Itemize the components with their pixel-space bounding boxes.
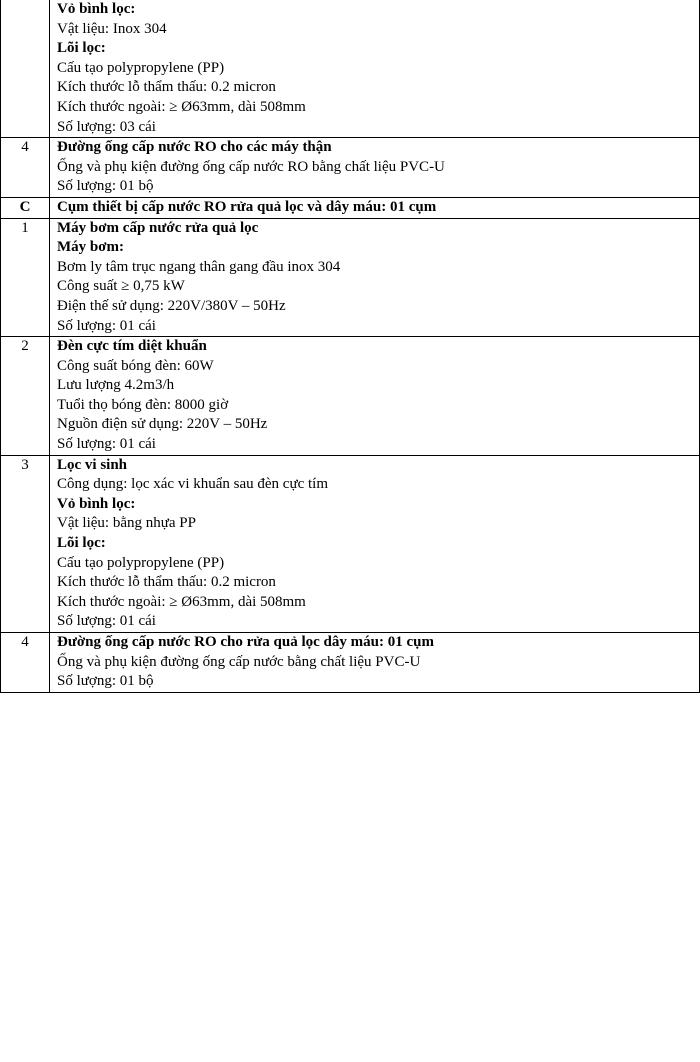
item-description-cell <box>50 218 700 337</box>
item-spec-line: Lưu lượng 4.2m3/h <box>57 377 175 394</box>
item-spec-line: Tuổi thọ bóng đèn: 8000 giờ <box>57 396 229 413</box>
item-spec-line: Số lượng: 03 cái <box>57 118 156 135</box>
item-number-cell <box>1 197 50 218</box>
item-spec-line: Vật liệu: Inox 304 <box>57 20 167 37</box>
item-spec-line: Số lượng: 01 bộ <box>57 178 154 195</box>
item-spec-line: Số lượng: 01 bộ <box>57 673 154 690</box>
item-number-cell <box>1 455 50 632</box>
table-row <box>1 337 700 456</box>
table-row <box>1 633 700 693</box>
item-spec-line: Điện thế sử dụng: 220V/380V – 50Hz <box>57 297 286 314</box>
item-number: 4 <box>21 139 29 156</box>
item-number-cell <box>1 633 50 693</box>
item-heading: Đèn cực tím diệt khuẩn <box>57 338 207 355</box>
item-heading: Lõi lọc: <box>57 40 106 57</box>
item-number: C <box>19 198 31 215</box>
item-spec-line: Số lượng: 01 cái <box>57 317 156 334</box>
item-number-cell <box>1 337 50 456</box>
table-row <box>1 455 700 632</box>
item-heading: Lõi lọc: <box>57 535 106 552</box>
item-spec-line: Số lượng: 01 cái <box>57 436 156 453</box>
item-spec-line: Số lượng: 01 cái <box>57 613 156 630</box>
item-spec-line: Kích thước ngoài: ≥ Ø63mm, dài 508mm <box>57 593 306 610</box>
item-spec-line: Công suất ≥ 0,75 kW <box>57 278 185 295</box>
item-spec-line: Kích thước ngoài: ≥ Ø63mm, dài 508mm <box>57 98 306 115</box>
item-description-cell <box>50 337 700 456</box>
item-heading: Máy bơm cấp nước rửa quả lọc <box>57 219 259 236</box>
item-spec-line: Công suất bóng đèn: 60W <box>57 357 214 374</box>
item-spec-line: Công dụng: lọc xác vi khuẩn sau đèn cực tím <box>57 476 328 493</box>
item-number-cell <box>1 218 50 337</box>
item-number-cell <box>1 0 50 138</box>
item-description-cell <box>50 197 700 218</box>
item-heading: Đường ống cấp nước RO cho các máy thận <box>57 139 332 156</box>
table-row <box>1 0 700 138</box>
item-heading: Đường ống cấp nước RO cho rửa quả lọc dây máu: 01 cụm <box>57 634 434 650</box>
item-number: 1 <box>21 219 29 236</box>
item-heading: Vỏ bình lọc: <box>57 495 136 512</box>
item-spec-line: Kích thước lỗ thẩm thấu: 0.2 micron <box>57 574 276 591</box>
item-description-cell <box>50 455 700 632</box>
specification-table-body <box>1 0 700 692</box>
table-row <box>1 218 700 337</box>
item-number: 4 <box>21 634 29 650</box>
item-number: 2 <box>21 338 29 355</box>
item-heading: Máy bơm: <box>57 239 125 256</box>
table-row <box>1 197 700 218</box>
item-spec-line: Cấu tạo polypropylene (PP) <box>57 554 225 571</box>
item-description-cell <box>50 633 700 693</box>
item-spec-line: Vật liệu: bằng nhựa PP <box>57 515 196 532</box>
item-heading: Cụm thiết bị cấp nước RO rửa quả lọc và dây máu: 01 cụm <box>57 198 437 215</box>
table-row <box>1 138 700 198</box>
item-spec-line: Cấu tạo polypropylene (PP) <box>57 59 225 76</box>
item-spec-line: Nguồn điện sử dụng: 220V – 50Hz <box>57 416 268 433</box>
item-spec-line: Kích thước lỗ thẩm thấu: 0.2 micron <box>57 79 276 96</box>
item-spec-line: Ống và phụ kiện đường ống cấp nước bằng chất liệu PVC-U <box>57 653 421 670</box>
item-description-cell <box>50 138 700 198</box>
item-number: 3 <box>21 456 29 473</box>
item-spec-line: Ống và phụ kiện đường ống cấp nước RO bằng chất liệu PVC-U <box>57 158 445 175</box>
item-heading: Lọc vi sinh <box>57 456 128 473</box>
item-spec-line: Bơm ly tâm trục ngang thân gang đầu inox 304 <box>57 258 341 275</box>
item-description-cell <box>50 0 700 138</box>
item-heading: Vỏ bình lọc: <box>57 1 136 17</box>
item-number-cell <box>1 138 50 198</box>
